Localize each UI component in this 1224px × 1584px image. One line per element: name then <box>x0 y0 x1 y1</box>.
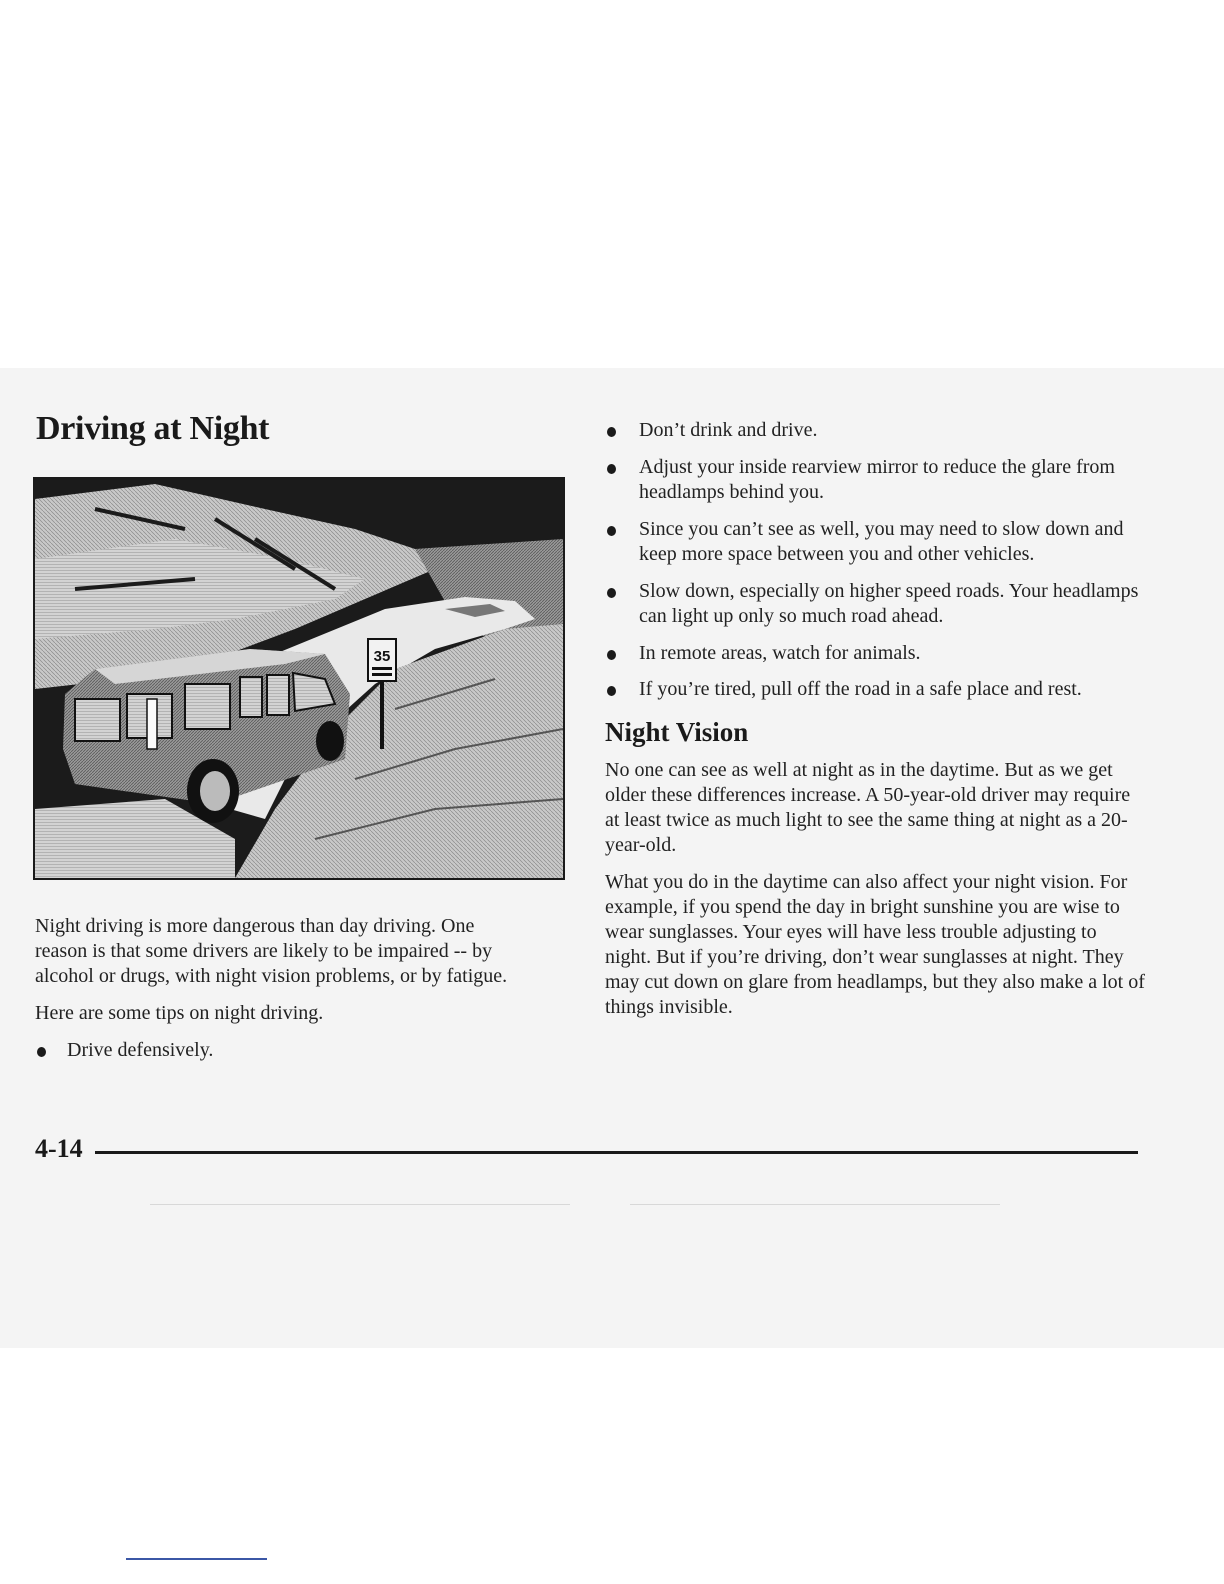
bottom-underline <box>126 1558 267 1560</box>
speed-limit-sign-text: 35 <box>373 648 391 665</box>
right-bullet-list <box>605 418 1145 703</box>
bullet-icon <box>607 464 616 474</box>
list-item <box>605 677 1145 703</box>
left-column <box>35 914 515 1075</box>
list-item <box>605 418 1145 444</box>
bullet-text: Adjust your inside rearview mirror to reduce the glare from headlamps behind you. <box>639 455 1115 503</box>
bullet-text: In remote areas, watch for animals. <box>639 641 921 664</box>
list-item <box>605 517 1145 568</box>
night-vision-paragraph: No one can see as well at night as in the daytime. But as we get older these differences increase. A 50-year-old driver may require at least twice as much light to see the same thing at night as a 20-year-old. <box>605 758 1131 856</box>
intro-paragraph: Night driving is more dangerous than day driving. One reason is that some drivers are likely to be impaired -- by alcohol or drugs, with night vision problems, or by fatigue. <box>35 915 508 987</box>
page-number: 4-14 <box>35 1134 83 1163</box>
bullet-text: Since you can’t see as well, you may need to slow down and keep more space between you and other vehicles. <box>639 517 1124 565</box>
list-item <box>605 455 1145 506</box>
page-title: Driving at Night <box>36 410 270 447</box>
bullet-text: Don’t drink and drive. <box>639 419 818 441</box>
bullet-icon <box>607 427 616 437</box>
page-footer <box>35 1134 1138 1168</box>
list-item <box>605 579 1145 630</box>
footer-divider <box>95 1151 1138 1154</box>
list-item <box>35 1038 515 1064</box>
bullet-text: Slow down, especially on higher speed roads. Your headlamps can light up only so much road ahead. <box>639 579 1139 627</box>
bullet-icon <box>607 686 616 696</box>
list-item <box>605 641 1145 667</box>
faint-divider-right <box>630 1204 1000 1205</box>
bullet-icon <box>607 526 616 536</box>
left-bullet-list <box>35 1038 515 1064</box>
bullet-icon <box>607 588 616 598</box>
faint-divider-left <box>150 1204 570 1205</box>
right-column <box>605 418 1145 1032</box>
bullet-icon <box>37 1047 46 1057</box>
daytime-paragraph: What you do in the daytime can also affect your night vision. For example, if you spend the day in bright sunshine you are wise to wear sunglasses. Your eyes will have less trouble adjusting to night. But if you’re driving, don’t wear sunglasses at night. They may cut down on glare from headlamps, but they also make a lot of things invisible. <box>605 870 1145 1018</box>
bullet-icon <box>607 650 616 660</box>
bullet-text: Drive defensively. <box>67 1039 214 1061</box>
tips-intro-paragraph: Here are some tips on night driving. <box>35 1002 324 1024</box>
bullet-text: If you’re tired, pull off the road in a safe place and rest. <box>639 678 1082 700</box>
night-driving-illustration <box>33 477 565 880</box>
section-heading-night-vision: Night Vision <box>605 716 749 747</box>
